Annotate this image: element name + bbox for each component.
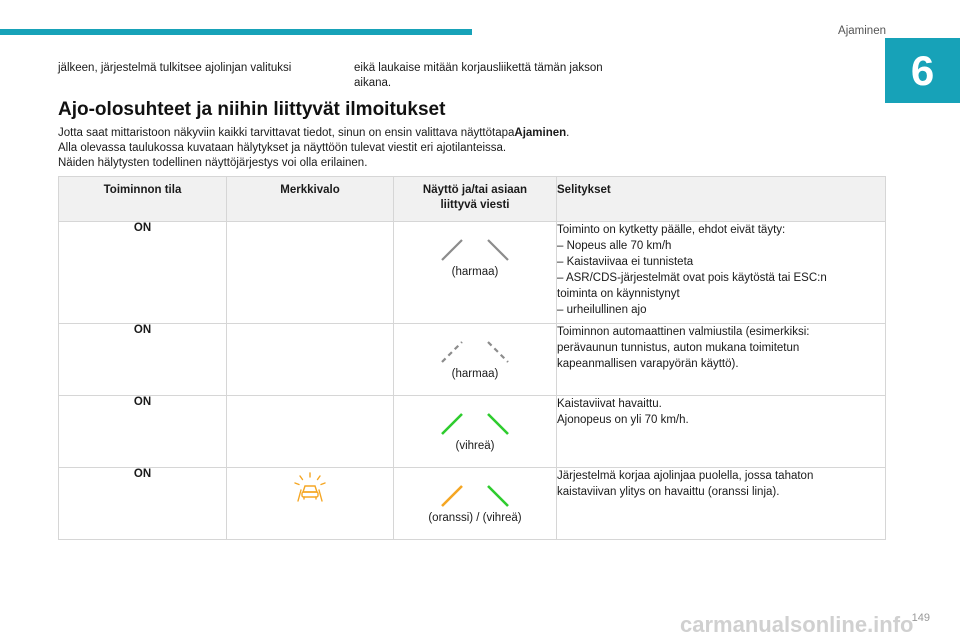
- intro-line-1: [58, 126, 569, 141]
- explanation-line: kaistaviivan ylitys on havaittu (oranssi linja).: [557, 486, 780, 498]
- section-label: Ajaminen: [838, 25, 886, 37]
- indicator-cell: [227, 396, 394, 468]
- top-text-right-line: eikä laukaise mitään korjausliikettä tämän jakson: [354, 62, 603, 74]
- display-cell: [394, 324, 557, 396]
- header-indicator: Merkkivalo: [227, 177, 394, 222]
- explanation-line: – Nopeus alle 70 km/h: [557, 240, 672, 252]
- intro-text-part: .: [566, 127, 570, 139]
- top-text-right: [354, 61, 603, 91]
- intro-line-2: Alla olevassa taulukossa kuvataan hälytykset ja näyttöön tulevat viestit eri ajotilanteissa.: [58, 142, 507, 154]
- intro-text-part: Jotta saat mittaristoon näkyviin kaikki tarvittavat tiedot, sinun on ensin valittava näyttötapa: [58, 127, 515, 139]
- watermark: carmanualsonline.info: [680, 612, 914, 637]
- intro-text: [58, 126, 569, 171]
- display-cell: [394, 396, 557, 468]
- display-cell: [394, 468, 557, 540]
- explanation-line: Toiminto on kytketty päälle, ehdot eivät täyty:: [557, 224, 786, 236]
- indicator-cell: [227, 324, 394, 396]
- state-cell: ON: [59, 324, 227, 396]
- intro-line-3: Näiden hälytysten todellinen näyttöjärjestys voi olla erilainen.: [58, 157, 368, 169]
- display-caption: (harmaa): [451, 266, 499, 278]
- display-caption: (vihreä): [455, 440, 495, 452]
- top-accent-bar: [0, 29, 472, 35]
- explanation-line: – urheilullinen ajo: [557, 304, 647, 316]
- explanation-line: Järjestelmä korjaa ajolinjaa puolella, jossa tahaton: [557, 470, 814, 482]
- state-cell: ON: [59, 468, 227, 540]
- indicator-cell: [227, 468, 394, 540]
- table-row: [59, 324, 886, 396]
- display-cell: [394, 222, 557, 324]
- header-state: Toiminnon tila: [59, 177, 227, 222]
- header-display-line: liittyvä viesti: [440, 199, 510, 211]
- state-cell: ON: [59, 396, 227, 468]
- explanation-line: kapeanmallisen varapyörän käyttö).: [557, 358, 739, 370]
- explanation-line: – Kaistaviivaa ei tunnisteta: [557, 256, 694, 268]
- alerts-table: [58, 176, 886, 540]
- explanation-line: Kaistaviivat havaittu.: [557, 398, 662, 410]
- table-header-row: [59, 177, 886, 222]
- lane-keep-warning-icon: [293, 472, 327, 502]
- chapter-number: 6: [885, 38, 960, 103]
- table-row: [59, 222, 886, 324]
- page-number: 149: [911, 612, 930, 624]
- state-cell: ON: [59, 222, 227, 324]
- header-display: [394, 177, 557, 222]
- explanation-line: Toiminnon automaattinen valmiustila (esimerkiksi:: [557, 326, 810, 338]
- lane-lines-grey-icon: [440, 236, 510, 262]
- explanation-line: Ajonopeus on yli 70 km/h.: [557, 414, 689, 426]
- header-display-line: Näyttö ja/tai asiaan: [422, 184, 528, 196]
- intro-bold-term: Ajaminen: [514, 127, 567, 139]
- display-caption: (oranssi) / (vihreä): [428, 512, 522, 524]
- page-heading: Ajo-olosuhteet ja niihin liittyvät ilmoitukset: [58, 99, 446, 120]
- header-explanation: Selitykset: [557, 177, 886, 222]
- lane-lines-orange-green-icon: [440, 482, 510, 508]
- explanation-line: toiminta on käynnistynyt: [557, 288, 680, 300]
- display-caption: (harmaa): [451, 368, 499, 380]
- lane-lines-green-icon: [440, 410, 510, 436]
- explanation-cell: [557, 468, 886, 540]
- explanation-line: perävaunun tunnistus, auton mukana toimitetun: [557, 342, 800, 354]
- top-text-right-line: aikana.: [354, 77, 392, 89]
- indicator-cell: [227, 222, 394, 324]
- lane-lines-dashed-grey-icon: [440, 338, 510, 364]
- explanation-line: – ASR/CDS-järjestelmät ovat pois käytöstä tai ESC:n: [557, 272, 827, 284]
- explanation-cell: [557, 324, 886, 396]
- table-row: [59, 396, 886, 468]
- top-text-left: jälkeen, järjestelmä tulkitsee ajolinjan valituksi: [58, 62, 292, 74]
- explanation-cell: [557, 222, 886, 324]
- table-row: [59, 468, 886, 540]
- explanation-cell: [557, 396, 886, 468]
